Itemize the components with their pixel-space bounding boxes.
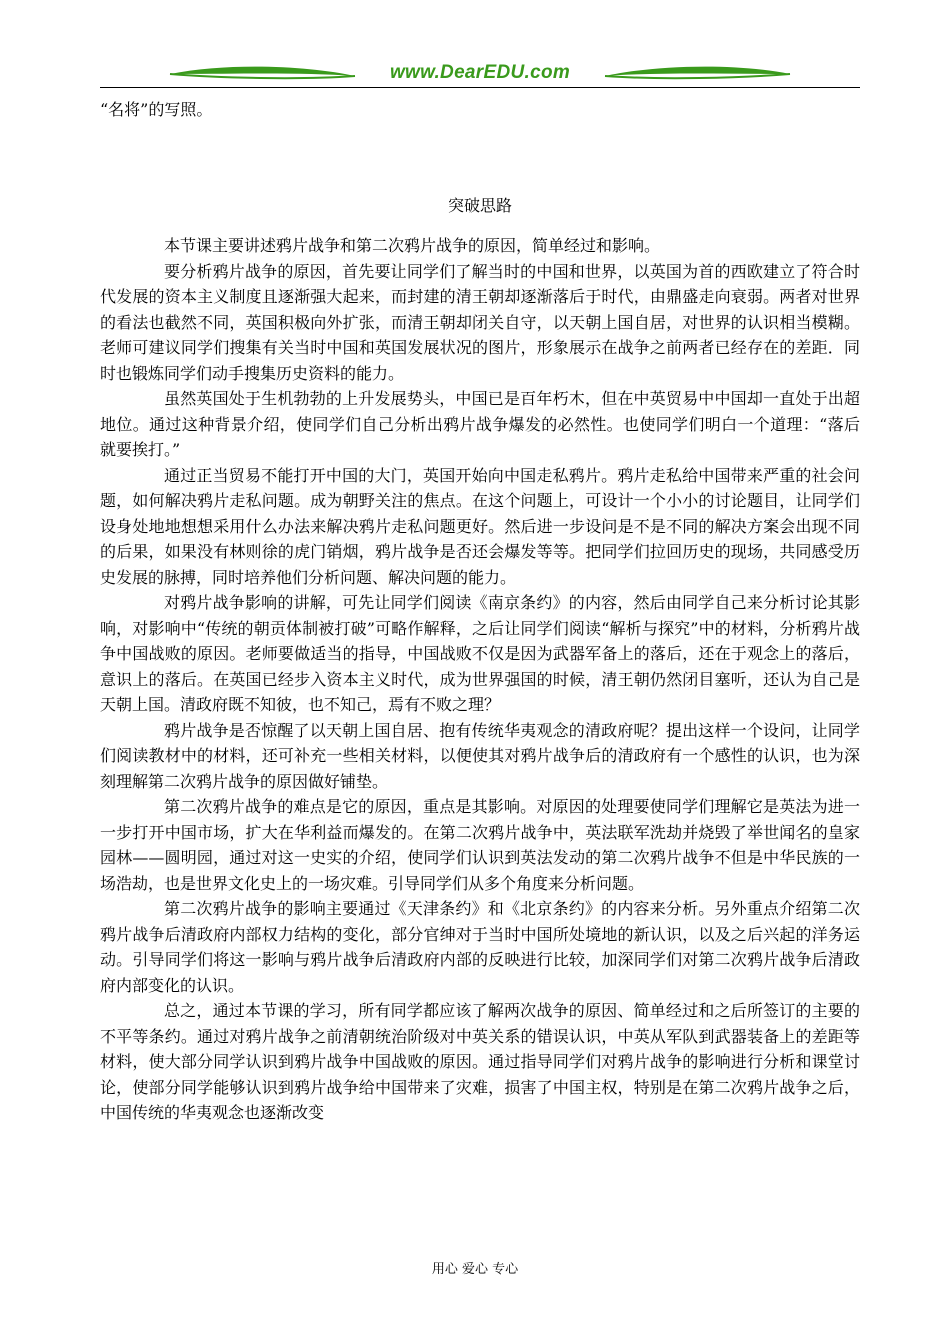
paragraph: 本节课主要讲述鸦片战争和第二次鸦片战争的原因，简单经过和影响。 — [164, 236, 661, 255]
lead-line: “名将”的写照。 — [100, 100, 213, 119]
paragraph: 第二次鸦片战争的难点是它的原因，重点是其影响。对原因的处理要使同学们理解它是英法为进一一步打开中国市场，扩大在华利益而爆发的。在第二次鸦片战争中，英法联军洗劫并烧毁了举世闻名的皇家园林——圆明园，通过对这一史实的介绍，使同学们认识到英法发动的第二次鸦片战争不但是中华民族的一场浩劫，也是世界文化史上的一场灾难。引导同学们从多个角度来分析问题。 — [100, 797, 860, 893]
header-divider — [100, 87, 860, 88]
section-title: 突破思路 — [447, 196, 512, 215]
paragraph: 总之，通过本节课的学习，所有同学都应该了解两次战争的原因、简单经过和之后所签订的主要的不平等条约。通过对鸦片战争之前清朝统治阶级对中英关系的错误认识，中英从军队到武器装备上的差距等材料，使大部分同学认识到鸦片战争中国战败的原因。通过指导同学们对鸦片战争的影响进行分析和课堂讨论，使部分同学能够认识到鸦片战争给中国带来了灾难，损害了中国主权，特别是在第二次鸦片战争之后，中国传统的华夷观念也逐渐改变 — [100, 1001, 860, 1122]
page-footer: 用心 爱心 专心 — [431, 1262, 519, 1277]
document-body — [100, 97, 860, 1126]
paragraph: 通过正当贸易不能打开中国的大门，英国开始向中国走私鸦片。鸦片走私给中国带来严重的社会问题，如何解决鸦片走私问题。成为朝野关注的焦点。在这个问题上，可设计一个小小的讨论题目，让同学们设身处地地想想采用什么办法来解决鸦片走私问题更好。然后进一步设问是不是不同的解决方案会出现不同的后果，如果没有林则徐的虎门销烟，鸦片战争是否还会爆发等等。把同学们拉回历史的现场，共同感受历史发展的脉搏，同时培养他们分析问题、解决问题的能力。 — [100, 465, 860, 587]
site-header — [100, 52, 860, 92]
paragraph: 鸦片战争是否惊醒了以天朝上国自居、抱有传统华夷观念的清政府呢？提出这样一个设问，让同学们阅读教材中的材料，还可补充一些相关材料，以便使其对鸦片战争后的清政府有一个感性的认识，也为深刻理解第二次鸦片战争的原因做好铺垫。 — [100, 720, 860, 791]
paragraph: 第二次鸦片战争的影响主要通过《天津条约》和《北京条约》的内容来分析。另外重点介绍第二次鸦片战争后清政府内部权力结构的变化，部分官绅对于当时中国所处境地的新认识，以及之后兴起的洋务运动。引导同学们将这一影响与鸦片战争后清政府内部的反映进行比较，加深同学们对第二次鸦片战争后清政府内部变化的认识。 — [100, 899, 860, 995]
paragraph: 要分析鸦片战争的原因，首先要让同学们了解当时的中国和世界，以英国为首的西欧建立了符合时代发展的资本主义制度且逐渐强大起来，而封建的清王朝却逐渐落后于时代，由鼎盛走向衰弱。两者对世界的看法也截然不同，英国积极向外扩张，而清王朝却闭关自守，以天朝上国自居，对世界的认识相当模糊。老师可建议同学们搜集有关当时中国和英国发展状况的图片，形象展示在战争之前两者已经存在的差距．同时也锻炼同学们动手搜集历史资料的能力。 — [100, 261, 860, 383]
paragraph: 对鸦片战争影响的讲解，可先让同学们阅读《南京条约》的内容，然后由同学自己来分析讨论其影响，对影响中“传统的朝贡体制被打破”可略作解释，之后让同学们阅读“解析与探究”中的材料，分析鸦片战争中国战败的原因。老师要做适当的指导，中国战败不仅是因为武器军备上的落后，还在于观念上的落后，意识上的落后。在英国已经步入资本主义时代，成为世界强国的时候，清王朝仍然闭目塞听，还认为自己是天朝上国。清政府既不知彼，也不知己，焉有不败之理？ — [100, 593, 860, 714]
site-url[interactable]: www.DearEDU.com — [389, 62, 571, 83]
paragraph: 虽然英国处于生机勃勃的上升发展势头，中国已是百年朽木，但在中英贸易中中国却一直处于出超地位。通过这种背景介绍，使同学们自己分析出鸦片战争爆发的必然性。也使同学们明白一个道理：“落后就要挨打。” — [100, 389, 860, 459]
